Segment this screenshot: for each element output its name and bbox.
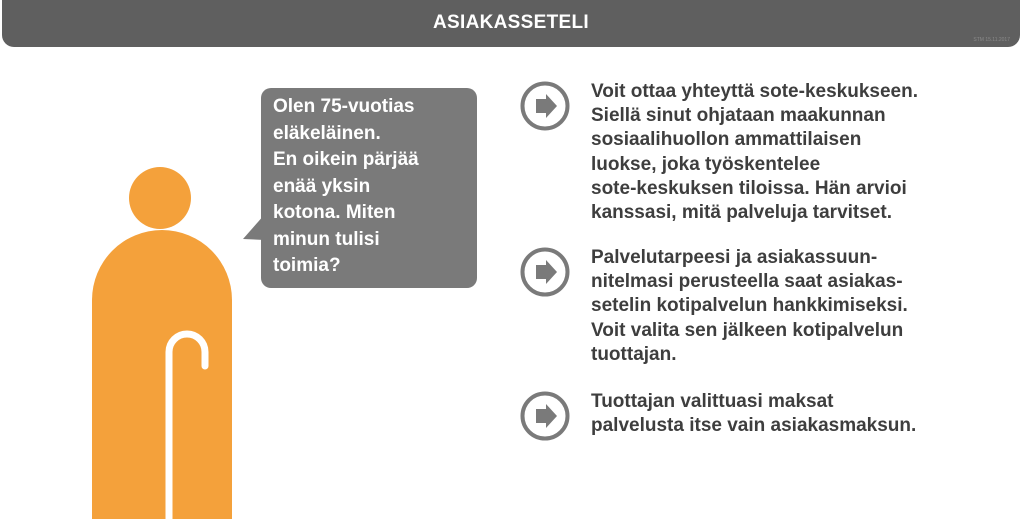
step-2-text: Palvelutarpeesi ja asiakassuun- nitelmasi perusteella saat asiakas- setelin kotipalvelun hankkimiseksi. Voit valita sen jälkeen kotipalvelun tuottajan.: [591, 247, 908, 365]
elderly-person-icon: [0, 0, 260, 519]
step-3-text: Tuottajan valittuasi maksat palvelusta itse vain asiakasmaksun.: [591, 391, 917, 437]
header-reference: STM 15.11.2017: [973, 37, 1010, 43]
arrow-right-circle-icon: [519, 246, 571, 298]
arrow-right-circle-icon: [519, 390, 571, 442]
speech-bubble-text: Olen 75-vuotias eläkeläinen. En oikein pärjää enää yksin kotona. Miten minun tulisi toimia?: [273, 96, 419, 276]
person-head: [129, 167, 191, 229]
page-title: ASIAKASSETELI: [433, 12, 589, 33]
step-1-text: Voit ottaa yhteyttä sote-keskukseen. Siellä sinut ohjataan maakunnan sosiaalihuollon ammattilaisen luokse, joka työskentelee sote-keskuksen tiloissa. Hän arvioi kanssasi, mitä palveluja tarvitset.: [591, 81, 918, 224]
arrow-right-circle-icon: [519, 80, 571, 132]
person-body: [92, 230, 232, 519]
speech-bubble: [261, 88, 477, 288]
